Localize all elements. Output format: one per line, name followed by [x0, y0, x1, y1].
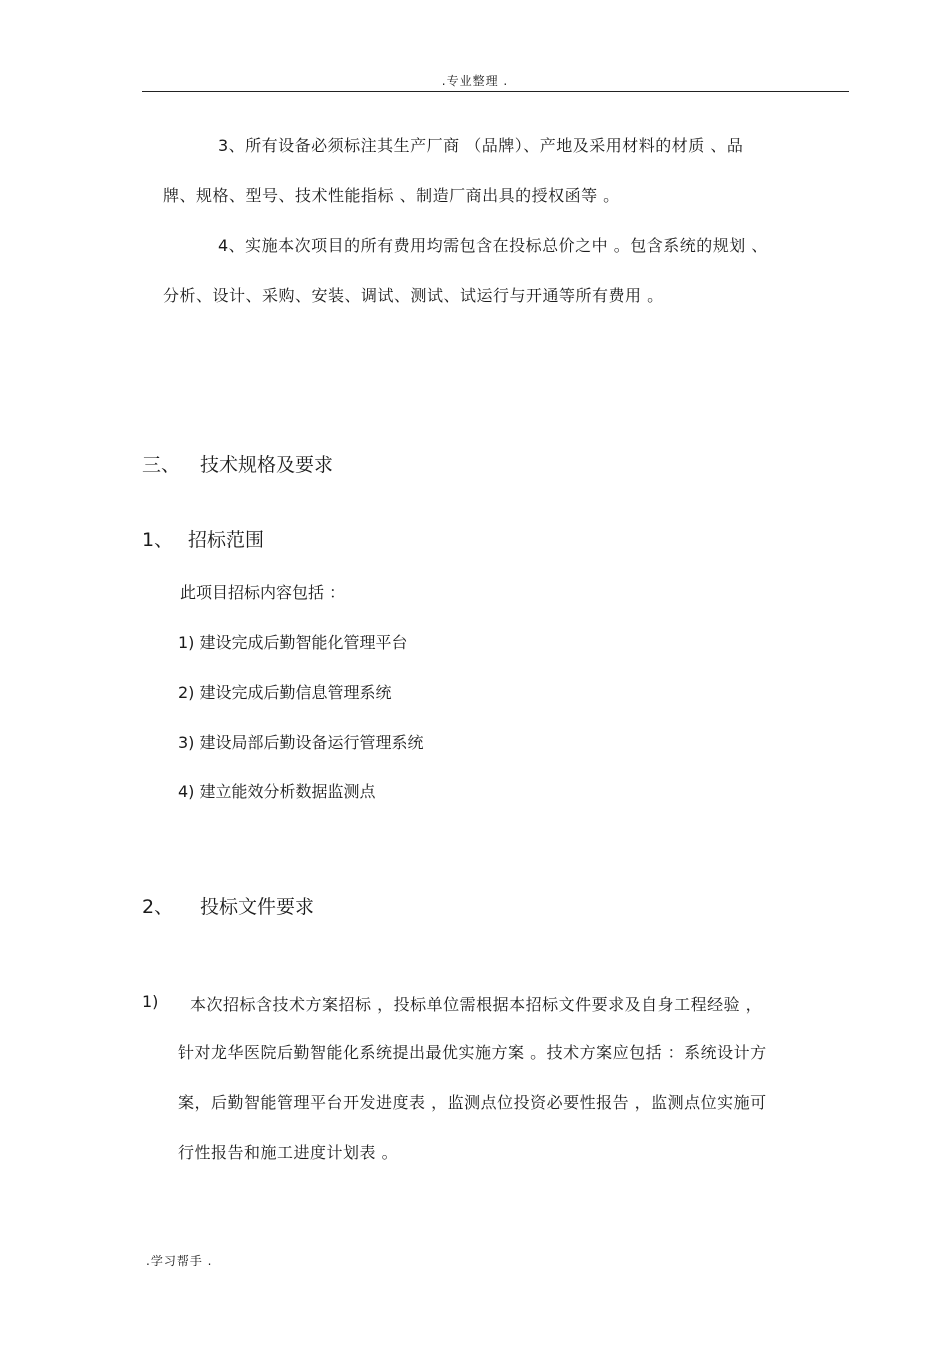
sub2-number: 2、 [142, 896, 174, 918]
scope-item: 2) 建设完成后勤信息管理系统 [178, 683, 392, 702]
req1-line1: 本次招标含技术方案招标 ，投标单位需根据本招标文件要求及自身工程经验 ， [190, 995, 763, 1014]
page-footer: .学习帮手 . [146, 1254, 213, 1268]
para3-line2: 牌、规格、型号、技术性能指标 、制造厂商出具的授权函等 。 [163, 186, 620, 205]
req1-number: 1) [142, 992, 159, 1011]
page-header: .专业整理 . [441, 74, 509, 88]
sub1-title: 招标范围 [188, 529, 265, 551]
scope-item: 1) 建设完成后勤智能化管理平台 [178, 633, 408, 652]
sub2-title: 投标文件要求 [200, 896, 315, 918]
scope-item: 4) 建立能效分析数据监测点 [178, 782, 376, 801]
scope-item: 3) 建设局部后勤设备运行管理系统 [178, 733, 424, 752]
section3-title: 技术规格及要求 [200, 454, 334, 476]
para4-line1: 4、实施本次项目的所有费用均需包含在投标总价之中 。包含系统的规划 、 [218, 236, 768, 255]
scope-intro: 此项目招标内容包括 ： [180, 583, 346, 602]
req1-line2: 针对龙华医院后勤智能化系统提出最优实施方案 。技术方案应包括 ：系统设计方 [178, 1043, 767, 1062]
para3-line1: 3、所有设备必须标注其生产厂商 （品牌）、产地及采用材料的材质 、品 [218, 136, 744, 155]
section3-number: 三、 [142, 454, 181, 476]
req1-line3: 案，后勤智能管理平台开发进度表 ，监测点位投资必要性报告 ，监测点位实施可 [178, 1093, 767, 1112]
req1-line4: 行性报告和施工进度计划表 。 [178, 1143, 399, 1162]
sub1-number: 1、 [142, 529, 174, 551]
para4-line2: 分析、设计、采购、安装、调试、测试、试运行与开通等所有费用 。 [163, 286, 664, 305]
header-rule [142, 91, 849, 92]
